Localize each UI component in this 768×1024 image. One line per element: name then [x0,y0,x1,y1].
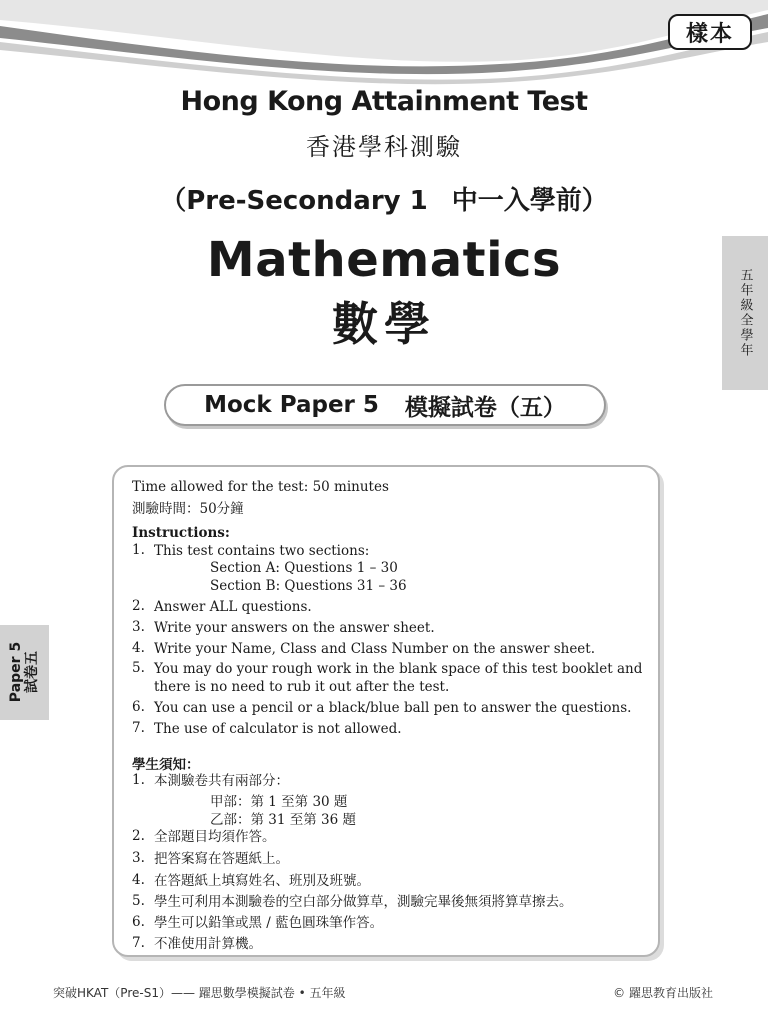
level-zh: 中一入學前） [451,186,608,216]
note-number: 3. [132,850,145,866]
mock-paper-en: Mock Paper 5 [204,392,379,418]
note-item: 學生可利用本測驗卷的空白部分做算草，測驗完畢後無須將算草擦去。 [154,894,573,910]
note-number: 2. [132,828,145,844]
note-item: 在答題紙上填寫姓名、班別及班號。 [154,873,370,889]
note-number: 5. [132,893,145,909]
sample-stamp: 樣本 [668,14,752,50]
instruction-number: 5. [132,660,145,676]
footer-series-title: 突破HKAT（Pre-S1）—— 躍思數學模擬試卷 • 五年級 [53,986,346,1000]
note-item: 學生可以鉛筆或黑 / 藍色圓珠筆作答。 [154,915,384,931]
mock-paper-banner [164,384,606,426]
instruction-item: You can use a pencil or a black/blue ball pen to answer the questions. [154,700,632,716]
section-a-en: Section A: Questions 1 – 30 [210,560,398,576]
note-item: 不准使用計算機。 [154,936,262,952]
paper-side-tab-zh: 試卷五 [24,651,40,693]
note-number: 1. [132,772,145,788]
subject-title-en: Mathematics [206,232,562,288]
notes-heading: 學生須知： [132,757,200,773]
mock-paper-zh: 模擬試卷（五） [404,394,566,421]
section-b-zh: 乙部：第 31 至第 36 題 [210,812,357,828]
note-number: 6. [132,914,145,930]
instructions-heading: Instructions: [132,525,230,541]
instruction-number: 1. [132,542,145,558]
instruction-item: Answer ALL questions. [154,599,312,615]
paper-side-tab-en: Paper 5 [8,641,24,703]
note-item: 本測驗卷共有兩部分： [154,773,289,789]
paper-side-tab [0,625,49,720]
instruction-number: 3. [132,619,145,635]
level-en: （Pre-Secondary 1 [160,186,428,216]
test-title-zh: 香港學科測驗 [306,133,462,161]
instruction-number: 4. [132,640,145,656]
level-line [0,180,768,217]
note-item: 全部題目均須作答。 [154,829,276,845]
section-b-en: Section B: Questions 31 – 36 [210,578,407,594]
grade-side-tab [722,236,768,390]
section-a-zh: 甲部：第 1 至第 30 題 [210,794,348,810]
note-number: 7. [132,935,145,951]
time-allowed-en: Time allowed for the test: 50 minutes [132,479,389,495]
instruction-item: Write your Name, Class and Class Number on the answer sheet. [154,641,596,657]
instruction-item: Write your answers on the answer sheet. [154,620,435,636]
grade-side-tab-label: 五年級全學年 [737,268,753,358]
test-title-en: Hong Kong Attainment Test [180,86,588,117]
instruction-number: 6. [132,699,145,715]
subject-title-zh: 數學 [332,297,436,351]
instructions-box [112,465,660,957]
instruction-number: 2. [132,598,145,614]
note-number: 4. [132,872,145,888]
header-wave-graphic [0,0,768,95]
instruction-item: The use of calculator is not allowed. [154,721,402,737]
instruction-item: This test contains two sections: [154,543,370,559]
time-allowed-zh: 測驗時間：50分鐘 [132,501,244,517]
instruction-item: You may do your rough work in the blank space of this test booklet and there is no need to rub it out after the test. [154,661,643,695]
note-item: 把答案寫在答題紙上。 [154,851,289,867]
instruction-number: 7. [132,720,145,736]
footer-publisher: © 躍思教育出版社 [613,986,713,1000]
